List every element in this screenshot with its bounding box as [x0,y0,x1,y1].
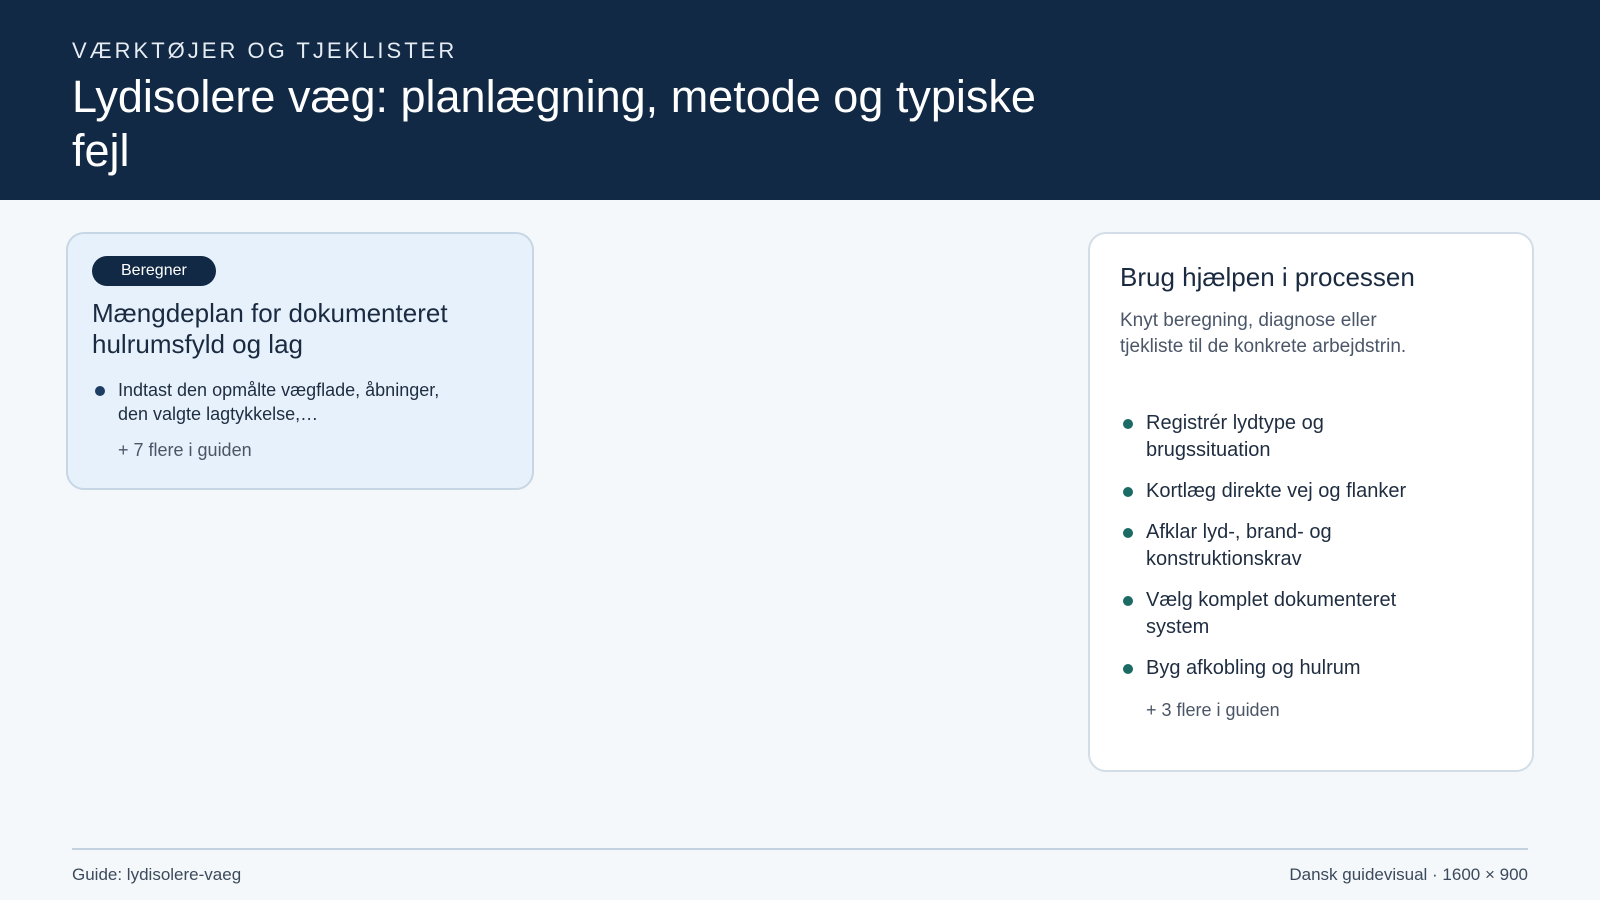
bullet-dot-icon [95,386,105,396]
bullet-dot-icon [1123,528,1133,538]
process-step-text: Kortlæg direkte vej og flanker [1146,480,1407,502]
process-step-text: Registrér lydtype og brugssituation [1146,412,1324,461]
calculator-bullet-text: Indtast den opmålte vægflade, åbninger, den valgte lagtykkelse,… [118,380,440,424]
calculator-bullet-list [92,378,452,426]
footer-divider [72,848,1528,850]
section-eyebrow: VÆRKTØJER OG TJEKLISTER [72,38,458,63]
bullet-dot-icon [1123,596,1133,606]
bullet-dot-icon [1123,419,1133,429]
process-step-text: Afklar lyd-, brand- og konstruktionskrav [1146,521,1332,570]
calculator-badge: Beregner [92,256,216,286]
process-step-text: Vælg komplet dokumenteret system [1146,589,1397,638]
process-step-item [1120,410,1450,464]
process-more-link[interactable]: + 3 flere i guiden [1146,700,1280,720]
footer-meta-label: Dansk guidevisual · 1600 × 900 [1289,865,1528,884]
page-header [0,0,1600,200]
footer-guide-label: Guide: lydisolere-vaeg [72,865,242,884]
process-step-item [1120,655,1450,682]
calculator-more-link[interactable]: + 7 flere i guiden [118,440,252,460]
process-card-title: Brug hjælpen i processen [1120,262,1415,292]
process-step-text: Byg afkobling og hulrum [1146,657,1361,679]
process-step-item [1120,587,1450,641]
process-step-item [1120,519,1450,573]
calculator-bullet-item [92,378,452,426]
process-card-description: Knyt beregning, diagnose eller tjekliste til de konkrete arbejdstrin. [1120,310,1407,357]
bullet-dot-icon [1123,487,1133,497]
bullet-dot-icon [1123,664,1133,674]
process-step-list [1120,410,1450,696]
calculator-card[interactable] [66,232,534,490]
process-step-item [1120,478,1450,505]
calculator-card-title: Mængdeplan for dokumenteret hulrumsfyld og lag [92,298,448,359]
process-card [1088,232,1534,772]
page-title: Lydisolere væg: planlægning, metode og typiske fejl [72,71,1036,176]
